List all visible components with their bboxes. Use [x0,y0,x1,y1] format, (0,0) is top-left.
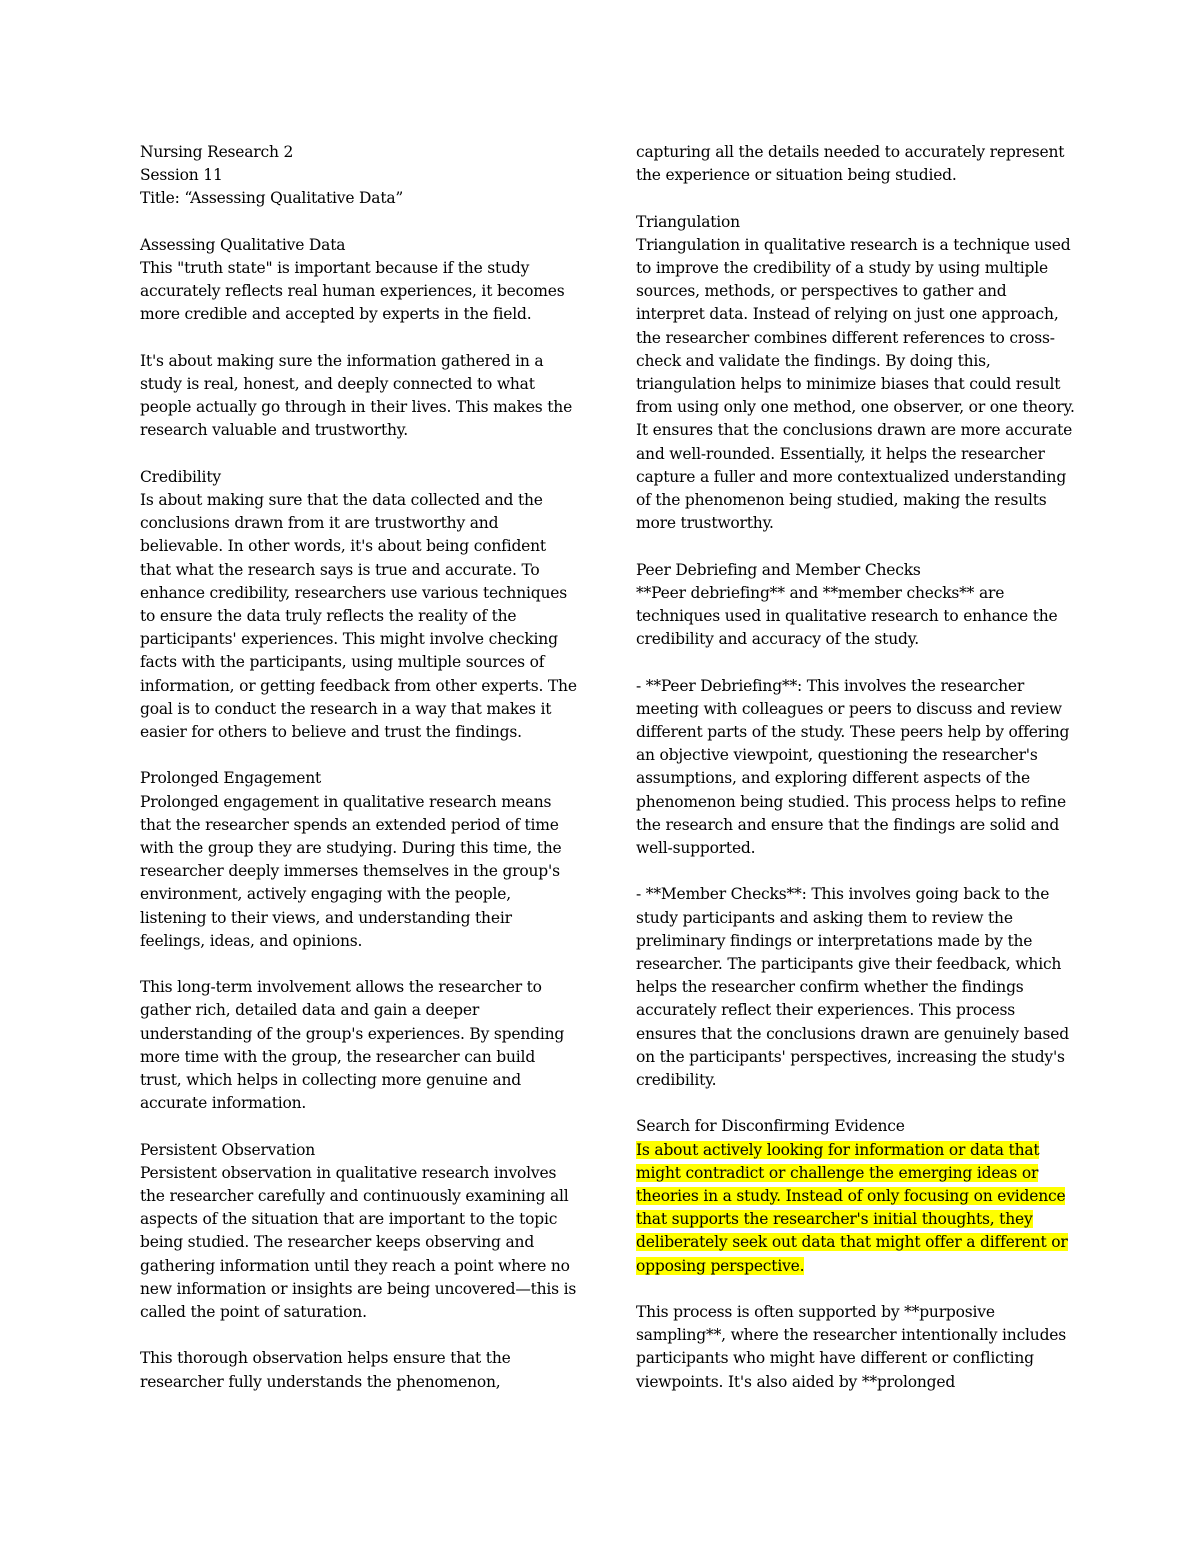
member-checks-paragraph: - **Member Checks**: This involves going back to the study participants and asking them to review the preliminary findings or interpretations made by the researcher. The participants give their feedback, which helps the researcher confirm whether the findings accurately reflect their experiences. This process ensures that the conclusions drawn are genuinely based on the participants' perspectives, increasing the study's credibility. [636,885,1069,1090]
credibility-heading: Credibility [140,467,221,486]
persistent-observation-paragraph-2: This thorough observation helps ensure that the researcher fully understands the phenomenon, [140,1349,511,1391]
disconfirming-evidence-paragraph-1 [636,1139,1076,1278]
assessing-heading: Assessing Qualitative Data [140,235,346,254]
left-column [140,141,580,1394]
peer-debriefing-paragraph-1: **Peer debriefing** and **member checks** are techniques used in qualitative research to enhance the credibility and accuracy of the study. [636,583,1058,649]
session-number: Session 11 [140,166,223,185]
continuation-paragraph: capturing all the details needed to accurately represent the experience or situation being studied. [636,143,1065,185]
peer-debriefing-heading: Peer Debriefing and Member Checks [636,560,921,579]
triangulation-paragraph: Triangulation in qualitative research is a technique used to improve the credibility of a study by using multiple sources, methods, or perspectives to gather and interpret data. Instead of relying on just one approach, the researcher combines different references to cross-check and validate the findings. By doing this, triangulation helps to minimize biases that could result from using only one method, one observer, or one theory. It ensures that the conclusions drawn are more accurate and well-rounded. Essentially, it helps the researcher capture a fuller and more contextualized understanding of the phenomenon being studied, making the results more trustworthy. [636,235,1075,533]
prolonged-engagement-paragraph-1: Prolonged engagement in qualitative research means that the researcher spends an extended period of time with the group they are studying. During this time, the researcher deeply immerses themselves in the group's environment, actively engaging with the people, listening to their views, and understanding their feelings, ideas, and opinions. [140,792,562,950]
prolonged-engagement-paragraph-2: This long-term involvement allows the researcher to gather rich, detailed data and gain a deeper understanding of the group's experiences. By spending more time with the group, the researcher can build trust, which helps in collecting more genuine and accurate information. [140,978,565,1113]
highlighted-text: Is about actively looking for information or data that might contradict or challenge the emerging ideas or theories in a study. Instead of only focusing on evidence that supports the researcher's initial thoughts, they deliberately seek out data that might offer a different or opposing perspective. [636,1140,1068,1275]
disconfirming-evidence-paragraph-2: This process is often supported by **purposive sampling**, where the researcher intentionally includes participants who might have different or conflicting viewpoints. It's also aided by **prolonged [636,1303,1067,1391]
peer-debriefing-paragraph-2: - **Peer Debriefing**: This involves the researcher meeting with colleagues or peers to discuss and review different parts of the study. These peers help by offering an objective viewpoint, questioning the researcher's assumptions, and exploring different aspects of the phenomenon being studied. This process helps to refine the research and ensure that the findings are solid and well-supported. [636,676,1070,858]
prolonged-engagement-heading: Prolonged Engagement [140,769,322,788]
course-name: Nursing Research 2 [140,143,294,161]
document-title: Title: “Assessing Qualitative Data” [140,189,404,208]
triangulation-heading: Triangulation [636,212,740,231]
disconfirming-evidence-heading: Search for Disconfirming Evidence [636,1117,905,1136]
assessing-paragraph-1: This "truth state" is important because if the study accurately reflects real human experiences, it becomes more credible and accepted by experts in the field. [140,259,565,324]
right-column [636,141,1076,1394]
persistent-observation-paragraph-1: Persistent observation in qualitative research involves the researcher carefully and continuously examining all aspects of the situation that are important to the topic being studied. The researcher keeps observing and gathering information until they reach a point where no new information or insights are being uncovered—this is called the point of saturation. [140,1163,577,1322]
persistent-observation-heading: Persistent Observation [140,1140,315,1159]
credibility-paragraph: Is about making sure that the data collected and the conclusions drawn from it are trustworthy and believable. In other words, it's about being confident that what the research says is true and accurate. To enhance credibility, researchers use various techniques to ensure the data truly reflects the reality of the participants' experiences. This might involve checking facts with the participants, using multiple sources of information, or getting feedback from other experts. The goal is to conduct the research in a way that makes it easier for others to believe and trust the findings. [140,491,577,742]
assessing-paragraph-2: It's about making sure the information gathered in a study is real, honest, and deeply connected to what people actually go through in their lives. This makes the research valuable and trustworthy. [140,351,573,440]
